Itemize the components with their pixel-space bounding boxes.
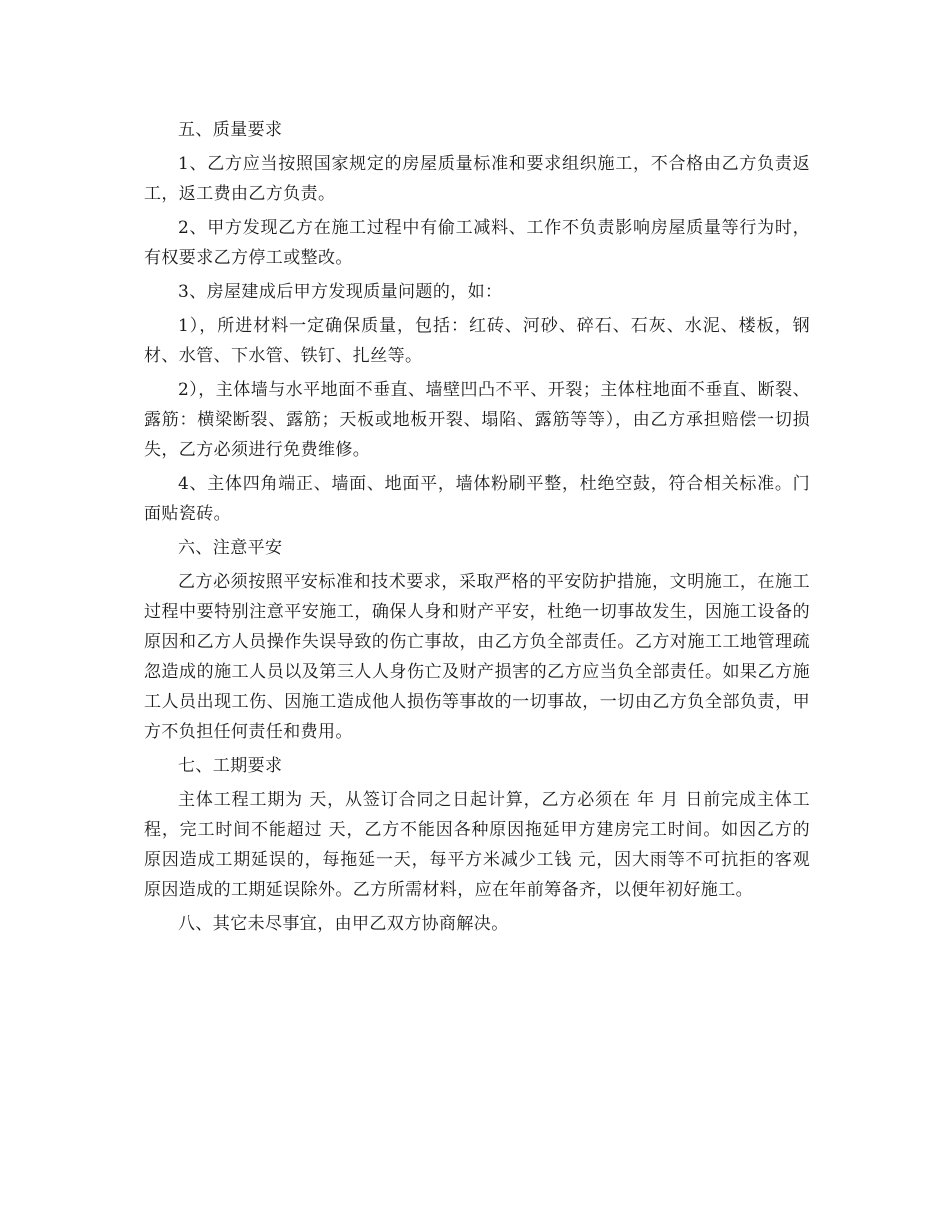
paragraph: 2、甲方发现乙方在施工过程中有偷工减料、工作不负责影响房屋质量等行为时，有权要求乙方停工或整改。	[144, 218, 810, 268]
paragraph: 2），主体墙与水平地面不垂直、墙壁凹凸不平、开裂；主体柱地面不垂直、断裂、露筋：横梁断裂、露筋；天板或地板开裂、塌陷、露筋等等），由乙方承担赔偿一切损失，乙方必须进行免费维修。	[144, 380, 810, 460]
paragraph: 1），所进材料一定确保质量，包括：红砖、河砂、碎石、石灰、水泥、楼板，钢材、水管、下水管、铁钉、扎丝等。	[144, 316, 810, 366]
paragraph: 3、房屋建成后甲方发现质量问题的，如：	[178, 282, 503, 302]
section-heading-safety: 六、注意平安	[178, 538, 283, 558]
paragraph: 乙方必须按照平安标准和技术要求，采取严格的平安防护措施，文明施工，在施工过程中要特别注意平安施工，确保人身和财产平安，杜绝一切事故发生，因施工设备的原因和乙方人员操作失误导致的伤亡事故，由乙方负全部责任。乙方对施工工地管理疏忽造成的施工人员以及第三人人身伤亡及财产损害的乙方应当负全部责任。如果乙方施工人员出现工伤、因施工造成他人损伤等事故的一切事故，一切由乙方负全部负责，甲方不负担任何责任和费用。	[144, 572, 810, 742]
paragraph: 主体工程工期为 天，从签订合同之日起计算，乙方必须在 年 月 日前完成主体工程，完工时间不能超过 天，乙方不能因各种原因拖延甲方建房完工时间。如因乙方的原因造成工期延误的，每拖延一天，每平方米减少工钱 元，因大雨等不可抗拒的客观原因造成的工期延误除外。乙方所需材料，应在年前筹备齐，以便年初好施工。	[144, 790, 810, 900]
section-heading-quality: 五、质量要求	[178, 120, 283, 140]
paragraph: 4、主体四角端正、墙面、地面平，墙体粉刷平整，杜绝空鼓，符合相关标准。门面贴瓷砖。	[144, 474, 810, 524]
section-heading-other: 八、其它未尽事宜，由甲乙双方协商解决。	[178, 914, 509, 934]
section-heading-schedule: 七、工期要求	[178, 756, 283, 776]
paragraph: 1、乙方应当按照国家规定的房屋质量标准和要求组织施工，不合格由乙方负责返工，返工费由乙方负责。	[144, 154, 810, 204]
document-body	[144, 115, 810, 939]
